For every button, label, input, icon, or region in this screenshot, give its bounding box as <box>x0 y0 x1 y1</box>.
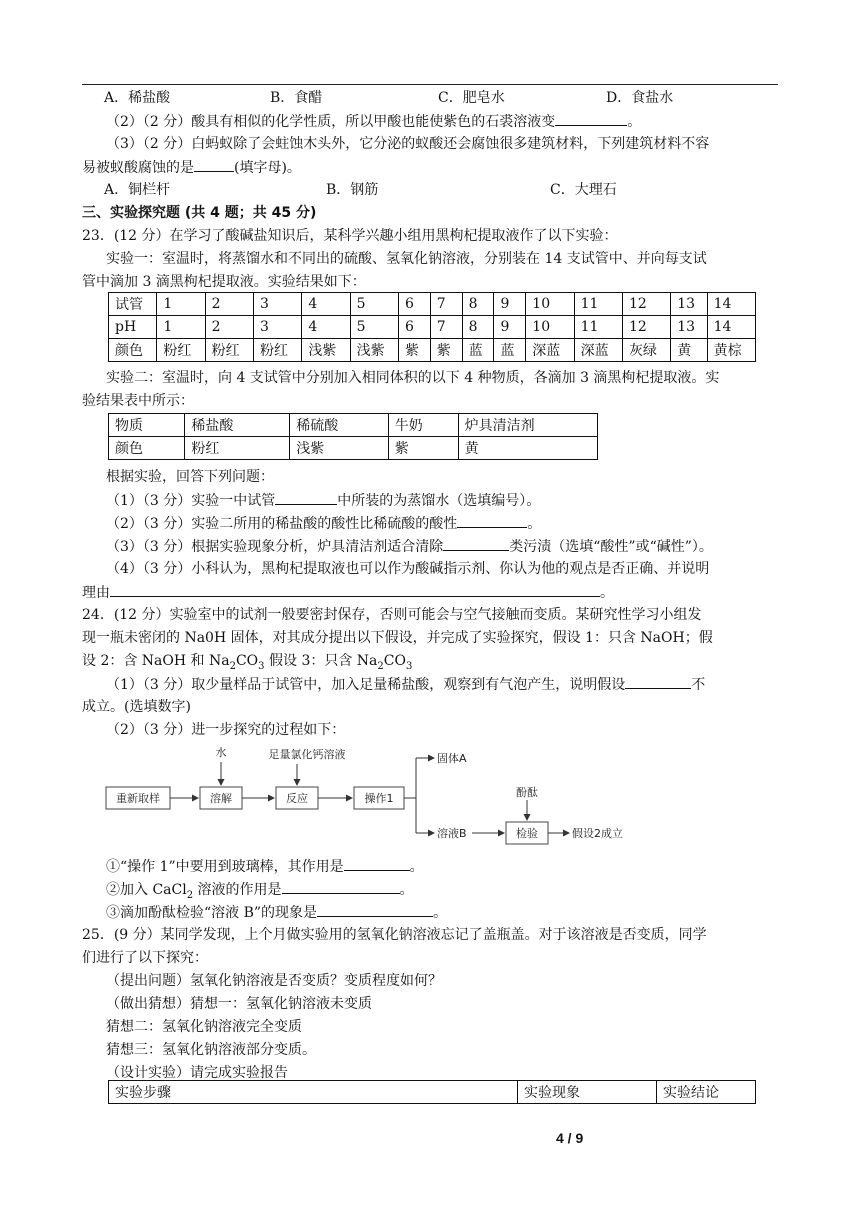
subscript: 3 <box>405 660 413 672</box>
q23-s4-end: 。 <box>600 585 614 601</box>
table-cell: 黄 <box>458 437 597 460</box>
answer-blank[interactable] <box>194 157 234 172</box>
q24-line3-d: CO <box>383 653 406 669</box>
table-row-label: 颜色 <box>109 437 185 460</box>
table-cell: 深蓝 <box>526 339 574 362</box>
q23-s3-end: 类污渍（选填“酸性”或“碱性”）。 <box>509 539 713 555</box>
table-cell: 6 <box>398 293 430 316</box>
subscript: 2 <box>377 660 384 672</box>
answer-blank[interactable] <box>457 513 527 528</box>
table-cell: 粉红 <box>205 339 253 362</box>
flow-label-resample: 重新取样 <box>116 792 160 805</box>
q23-exp2-line1: 实验二：室温时，向 4 支试管中分别加入相同体积的以下 4 种物质，各滴加 3 滴黑枸杞提取液。实 <box>106 370 720 386</box>
table-cell: 紫 <box>398 339 430 362</box>
table-header-conclusion: 实验结论 <box>657 1081 756 1104</box>
experiment-flow-diagram <box>100 744 660 852</box>
q24-c3 <box>106 902 447 923</box>
table-cell: 1 <box>157 316 205 339</box>
q23-s1-text: （1）（3 分）实验一中试管 <box>106 493 276 509</box>
q24-line3-c: 假设 3：只含 Na <box>264 653 378 669</box>
table-cell: 稀硫酸 <box>290 414 388 437</box>
page-number: 4 / 9 <box>556 1130 584 1146</box>
table-cell: 蓝 <box>462 339 494 362</box>
table-cell: 10 <box>526 316 574 339</box>
q22-3-option-c: C．大理石 <box>550 182 617 198</box>
q23-s2-end: 。 <box>527 516 542 532</box>
flow-label-solidA: 固体A <box>437 752 467 765</box>
q22-option-d: D．食盐水 <box>606 90 674 106</box>
table-cell: 稀盐酸 <box>185 414 290 437</box>
table-cell: 9 <box>494 316 526 339</box>
table-cell: 粉红 <box>157 339 205 362</box>
table-cell: 紫 <box>388 437 458 460</box>
table-cell: 13 <box>671 293 707 316</box>
q22-sub3-end: (填字母)。 <box>234 160 301 176</box>
q25-guess3: 猜想三：氢氧化钠溶液部分变质。 <box>106 1042 316 1058</box>
table-cell: 11 <box>574 293 622 316</box>
subscript: 2 <box>186 889 194 901</box>
q22-3-option-b: B．钢筋 <box>326 182 379 198</box>
table-cell: 黄棕 <box>707 339 755 362</box>
table-cell: 8 <box>462 293 494 316</box>
answer-blank[interactable] <box>282 879 400 894</box>
q22-sub2-end: 。 <box>627 114 642 130</box>
q22-sub3-line2 <box>82 157 301 178</box>
answer-blank[interactable] <box>317 902 433 917</box>
q23-s4-line2 <box>82 582 614 603</box>
table-cell: 12 <box>622 316 670 339</box>
table-cell: 灰绿 <box>622 339 670 362</box>
q24-s2: （2）（3 分）进一步探究的过程如下： <box>106 722 346 738</box>
table-header-phenomenon: 实验现象 <box>518 1081 657 1104</box>
table-cell: 紫 <box>430 339 462 362</box>
q23-table2 <box>108 413 598 460</box>
q24-s1-text: （1）（3 分）取少量样品于试管中，加入足量稀盐酸，观察到有气泡产生，说明假设 <box>106 677 626 693</box>
table-cell: 7 <box>430 293 462 316</box>
q25-line1: 25．(9 分）某同学发现，上个月做实验用的氢氧化钠溶液忘记了盖瓶盖。对于该溶液是否变质，同学 <box>82 927 707 943</box>
q25-guess1: （做出猜想）猜想一：氢氧化钠溶液未变质 <box>106 996 372 1012</box>
answer-blank[interactable] <box>275 490 337 505</box>
q24-c1 <box>106 856 424 877</box>
table-cell: 14 <box>707 293 755 316</box>
table-cell: 3 <box>253 293 301 316</box>
q24-line1: 24．(12 分）实验室中的试剂一般要密封保存，否则可能会与空气接触而变质。某研究性学习小组发 <box>82 607 702 623</box>
flow-label-dissolve: 溶解 <box>210 792 232 805</box>
table-cell: 浅紫 <box>302 339 350 362</box>
table-cell: 4 <box>302 316 350 339</box>
q24-c2-text: ②加入 CaCl <box>106 882 187 898</box>
header-rule <box>82 84 778 85</box>
table-cell: 13 <box>671 316 707 339</box>
table-cell: 8 <box>462 316 494 339</box>
flow-label-op1: 操作1 <box>364 792 394 805</box>
table-row-label: pH <box>109 316 157 339</box>
subscript: 3 <box>258 660 265 672</box>
q24-s1 <box>106 674 705 695</box>
flow-label-water: 水 <box>215 746 227 759</box>
answer-blank[interactable] <box>443 536 509 551</box>
table-cell: 炉具清洁剂 <box>458 414 597 437</box>
answer-blank[interactable] <box>344 856 410 871</box>
section-title: 三、实验探究题 (共 4 题；共 45 分) <box>82 205 317 221</box>
q23-s3 <box>106 536 713 557</box>
q24-c3-text: ③滴加酚酞检验“溶液 B”的现象是 <box>106 905 318 921</box>
q22-sub3-text: 易被蚁酸腐蚀的是 <box>82 160 194 176</box>
q25-ask: （提出问题）氢氧化钠溶液是否变质？变质程度如何？ <box>106 973 442 989</box>
table-cell: 深蓝 <box>574 339 622 362</box>
table-header-steps: 实验步骤 <box>109 1081 518 1104</box>
q23-s1-end: 中所装的为蒸馏水（选填编号）。 <box>337 493 541 509</box>
flow-label-react: 反应 <box>286 792 308 805</box>
q23-answer-intro: 根据实验，回答下列问题： <box>106 469 274 485</box>
q24-s1-end: 不 <box>691 677 706 693</box>
table-cell: 4 <box>302 293 350 316</box>
table-cell: 11 <box>574 316 622 339</box>
table-cell: 1 <box>157 293 205 316</box>
q25-report-table <box>108 1080 756 1104</box>
answer-blank[interactable] <box>555 111 627 126</box>
table-cell: 12 <box>622 293 670 316</box>
table-cell: 蓝 <box>494 339 526 362</box>
q24-c2-mid: 溶液的作用是 <box>193 882 282 898</box>
q23-s2 <box>106 513 541 534</box>
q24-line2: 现一瓶未密闭的 Na0H 固体，对其成分提出以下假设，并完成了实验探究，假设 1：只含 NaOH；假 <box>82 630 713 646</box>
q23-exp1-line2: 管中滴加 3 滴黑枸杞提取液。实验结果如下： <box>82 274 366 290</box>
q22-3-option-a: A．铜栏杆 <box>104 182 171 198</box>
flow-label-result: 假设2成立 <box>572 827 623 840</box>
q24-line3-b: CO <box>235 653 259 669</box>
table-row-label: 试管 <box>109 293 157 316</box>
q24-line3-a: 设 2：含 NaOH 和 Na <box>82 653 230 669</box>
q24-line3 <box>82 651 412 677</box>
q23-s3-text: （3）（3 分）根据实验现象分析，炉具清洁剂适合清除 <box>106 539 444 555</box>
table-cell: 2 <box>205 293 253 316</box>
table-row-label: 物质 <box>109 414 185 437</box>
q22-option-b: B．食醋 <box>270 90 323 106</box>
q22-sub2 <box>106 111 641 132</box>
table-cell: 5 <box>350 293 398 316</box>
q23-intro: 23．(12 分）在学习了酸碱盐知识后，某科学兴趣小组用黑枸杞提取液作了以下实验： <box>82 228 618 244</box>
table-cell: 2 <box>205 316 253 339</box>
q25-design: （设计实验）请完成实验报告 <box>106 1065 288 1081</box>
table-cell: 6 <box>398 316 430 339</box>
q24-c3-end: 。 <box>433 905 448 921</box>
q23-s2-text: （2）（3 分）实验二所用的稀盐酸的酸性比稀硫酸的酸性 <box>106 516 458 532</box>
table-cell: 10 <box>526 293 574 316</box>
flow-label-reagent: 足量氯化钙溶液 <box>268 748 346 761</box>
table-cell: 9 <box>494 293 526 316</box>
table-cell: 7 <box>430 316 462 339</box>
q25-line2: 们进行了以下探究： <box>82 950 208 966</box>
q23-table1 <box>108 292 756 362</box>
flow-label-phenol: 酚酞 <box>516 786 538 799</box>
table-cell: 14 <box>707 316 755 339</box>
q24-c2-end: 。 <box>399 882 414 898</box>
q22-sub2-text: （2）（2 分）酸具有相似的化学性质，所以甲酸也能使紫色的石裘溶液变 <box>106 114 556 130</box>
table-row-label: 颜色 <box>109 339 157 362</box>
q23-s4-text: 理由 <box>82 585 110 601</box>
table-cell: 黄 <box>671 339 707 362</box>
q23-exp1-line1: 实验一：室温时，将蒸馏水和不同出的硫酸、氢氧化钠溶液，分别装在 14 支试管中、并向每支试 <box>106 251 707 267</box>
table-cell: 3 <box>253 316 301 339</box>
q24-c1-end: 。 <box>409 859 424 875</box>
answer-blank[interactable] <box>110 582 600 597</box>
q22-sub3-line1: （3）（2 分）白蚂蚁除了会蛀蚀木头外，它分泌的蚁酸还会腐蚀很多建筑材料，下列建筑材料不容 <box>106 136 710 152</box>
table-cell: 粉红 <box>253 339 301 362</box>
table-cell: 粉红 <box>185 437 290 460</box>
q25-guess2: 猜想二：氢氧化钠溶液完全变质 <box>106 1019 302 1035</box>
table-cell: 牛奶 <box>388 414 458 437</box>
q22-option-a: A．稀盐酸 <box>104 90 171 106</box>
q22-option-c: C．肥皂水 <box>438 90 505 106</box>
q24-c1-text: ①“操作 1”中要用到玻璃棒，其作用是 <box>106 859 344 875</box>
q23-exp2-line2: 验结果表中所示： <box>82 393 194 409</box>
q23-s4-line1: （4）（3 分）小科认为，黑枸杞提取液也可以作为酸碱指示剂、你认为他的观点是否正确、并说明 <box>106 561 710 577</box>
q24-s1-line2: 成立。(选填数字) <box>82 699 191 715</box>
flow-label-solB: 溶液B <box>437 827 467 840</box>
answer-blank[interactable] <box>625 674 691 689</box>
subscript: 2 <box>229 660 236 672</box>
q23-s1 <box>106 490 540 511</box>
table-cell: 浅紫 <box>350 339 398 362</box>
flow-label-test: 检验 <box>516 827 538 840</box>
table-cell: 5 <box>350 316 398 339</box>
table-cell: 浅紫 <box>290 437 388 460</box>
